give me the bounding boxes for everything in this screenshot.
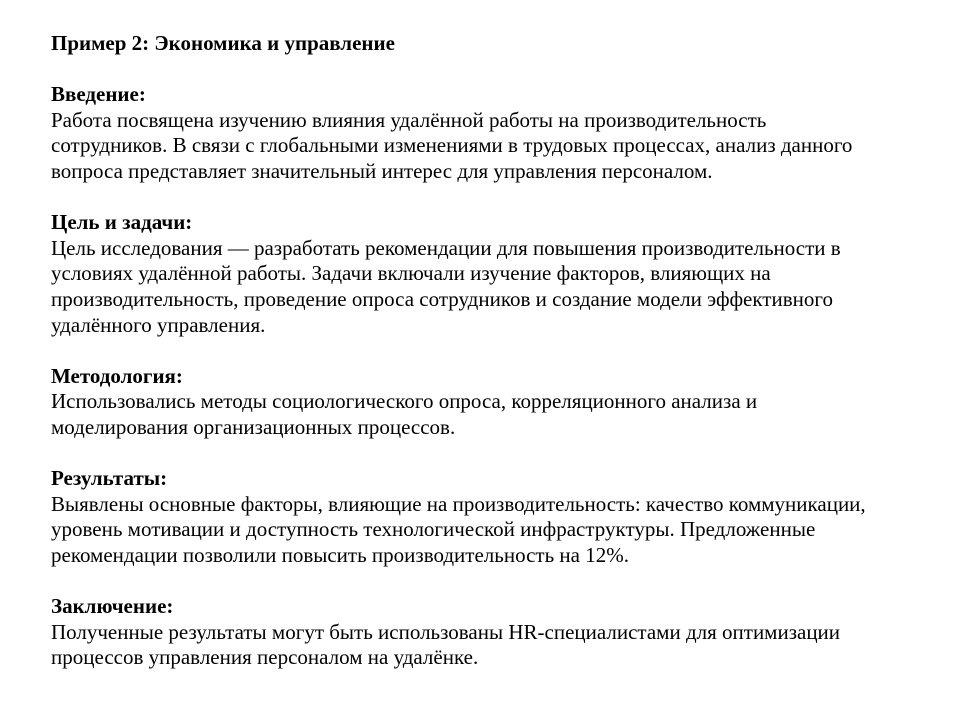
text-line: Полученные результаты могут быть использованы HR-специалистами для оптимизации: [51, 619, 841, 644]
section-goals: [51, 210, 951, 338]
section-body: [51, 492, 951, 569]
section-heading: Заключение:: [51, 594, 174, 619]
section-heading: Методология:: [51, 363, 183, 388]
text-line: Использовались методы социологического опроса, корреляционного анализа и: [51, 389, 758, 414]
document-title-label: Пример 2: [51, 31, 143, 55]
text-line: условиях удалённой работы. Задачи включали изучение факторов, влияющих на: [51, 261, 771, 286]
section-results: [51, 466, 951, 568]
text-line: рекомендации позволили повысить производительность на 12%.: [51, 542, 629, 567]
text-line: Цель исследования — разработать рекомендации для повышения производительности в: [51, 235, 841, 260]
text-line: моделирования организационных процессов.: [51, 414, 456, 439]
section-introduction: [51, 82, 951, 184]
section-methodology: [51, 364, 951, 441]
section-body: [51, 389, 951, 440]
section-heading: Цель и задачи:: [51, 210, 193, 235]
text-line: уровень мотивации и доступность технологической инфраструктуры. Предложенные: [51, 517, 816, 542]
text-line: процессов управления персоналом на удалёнке.: [51, 645, 479, 670]
text-line: Работа посвящена изучению влияния удалённой работы на производительность: [51, 107, 767, 132]
section-body: [51, 620, 951, 671]
section-conclusion: [51, 594, 951, 671]
document-title-text: : Экономика и управление: [142, 31, 395, 55]
text-line: Выявлены основные факторы, влияющие на производительность: качество коммуникации,: [51, 491, 866, 516]
section-body: [51, 236, 951, 338]
text-line: сотрудников. В связи с глобальными изменениями в трудовых процессах, анализ данного: [51, 133, 853, 158]
text-line: вопроса представляет значительный интерес для управления персоналом.: [51, 158, 713, 183]
document-page: [51, 31, 951, 671]
section-heading: Введение:: [51, 82, 146, 107]
section-heading: Результаты:: [51, 466, 168, 491]
section-body: [51, 108, 951, 185]
text-line: производительность, проведение опроса сотрудников и создание модели эффективного: [51, 286, 833, 311]
document-title: [51, 31, 951, 57]
text-line: удалённого управления.: [51, 312, 266, 337]
